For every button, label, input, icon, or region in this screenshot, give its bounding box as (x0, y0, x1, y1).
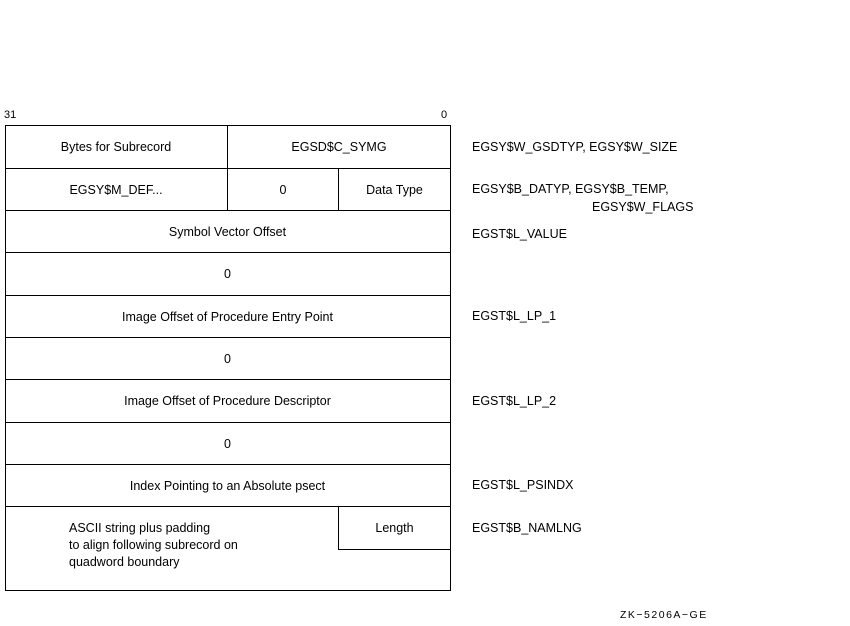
cell-image-offset-descriptor: Image Offset of Procedure Descriptor (124, 394, 331, 408)
cell-egsd-c-symg: EGSD$C_SYMG (291, 140, 387, 154)
cell-length: Length (375, 521, 414, 535)
ascii-line: quadword boundary (69, 555, 180, 569)
side-label-line: EGSY$B_DATYP, EGSY$B_TEMP, (472, 182, 669, 196)
cell-data-type: Data Type (366, 182, 423, 197)
cell-index-absolute-psect: Index Pointing to an Absolute psect (129, 478, 326, 493)
cell-symbol-vector-offset: Symbol Vector Offset (168, 224, 287, 239)
cell-bytes-for-subrecord: Bytes for Subrecord (60, 140, 172, 154)
ascii-line: ASCII string plus padding (69, 521, 211, 535)
figure-id: ZK−5206A−GE (620, 609, 708, 621)
frame-right-border (450, 125, 451, 591)
cell-zero: 0 (224, 436, 231, 451)
cell-zero: 0 (224, 267, 231, 281)
side-label-datyp-temp (472, 181, 694, 214)
cell-egsy-m-def: EGSY$M_DEF... (69, 182, 163, 197)
side-label-psindx: EGST$L_PSINDX (472, 478, 574, 492)
frame-bottom-border (5, 590, 451, 591)
cell-ascii-string (69, 520, 238, 571)
side-label-value: EGST$L_VALUE (472, 227, 567, 241)
cell-zero: 0 (279, 182, 287, 197)
bit-label-0: 0 (441, 109, 448, 121)
side-label-gsdtyp-size: EGSY$W_GSDTYP, EGSY$W_SIZE (472, 140, 678, 154)
side-label-lp2: EGST$L_LP_2 (472, 394, 557, 408)
cell-image-offset-entry-point: Image Offset of Procedure Entry Point (122, 309, 333, 324)
side-label-lp1: EGST$L_LP_1 (472, 309, 557, 323)
bit-label-31: 31 (4, 109, 17, 121)
ascii-line: to align following subrecord on (69, 538, 238, 552)
side-label-namlng: EGST$B_NAMLNG (472, 521, 582, 535)
cell-zero: 0 (224, 351, 231, 366)
side-label-flags: EGSY$W_FLAGS (592, 200, 694, 214)
length-box-bottom (338, 549, 451, 550)
